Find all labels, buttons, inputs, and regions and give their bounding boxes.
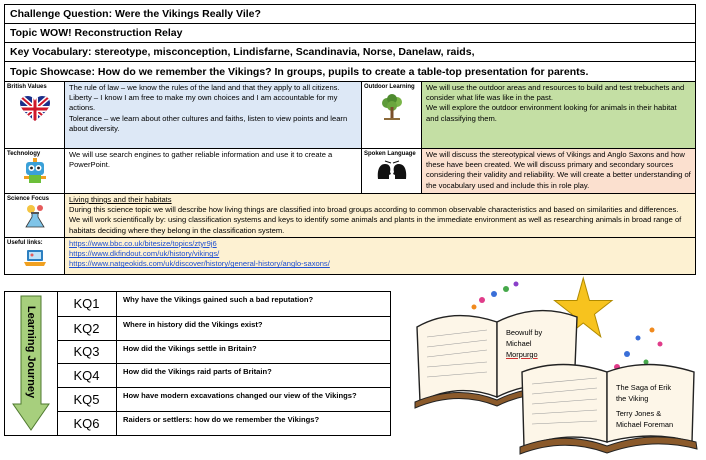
key-question-row bbox=[57, 316, 390, 340]
science-text: Living things and their habitats During this science topic we will describe how living things are classified into broad groups according to common observable characteristics and based on similarities and differences. We will work scientifically by: using classification systems and keys to identify some animals and plants in the immediate environment as well as researching animals in broad range of habitats deciding where they belong in the classification system. bbox=[65, 194, 695, 237]
learning-journey-table bbox=[4, 291, 391, 436]
spoken-language-label: Spoken Language bbox=[362, 149, 422, 193]
key-question-row bbox=[57, 411, 390, 435]
kq-question: How did the Vikings raid parts of Britain? bbox=[123, 367, 272, 377]
book1-title: Beowulf by Michael Morpurgo bbox=[506, 328, 543, 359]
key-question-row bbox=[57, 292, 390, 316]
laptop-icon bbox=[22, 247, 48, 269]
topic-wow: Topic WOW! Reconstruction Relay bbox=[4, 23, 696, 42]
key-vocabulary: Key Vocabulary: stereotype, misconception, Lindisfarne, Scandinavia, Norse, Danelaw, raids, bbox=[4, 42, 696, 61]
outdoor-learning-text: We will use the outdoor areas and resources to build and test trebuchets and consider what life was like in the past. We will explore the outdoor environment looking for animals in their habitat and classifying them. bbox=[422, 82, 695, 148]
challenge-question: Challenge Question: Were the Vikings Really Vile? bbox=[4, 4, 696, 23]
kq-question: Why have the Vikings gained such a bad reputation? bbox=[123, 295, 314, 304]
science-focus-label: Science Focus bbox=[5, 194, 65, 237]
kq-question: How have modern excavations changed our view of the Vikings? bbox=[123, 391, 357, 401]
key-question-row bbox=[57, 340, 390, 364]
useful-links-list bbox=[65, 238, 695, 274]
union-flag-heart-icon bbox=[20, 96, 50, 122]
book2-title: The Saga of Erik the Viking Terry Jones & Michael Foreman bbox=[616, 383, 674, 429]
kq-number: KQ1 bbox=[57, 292, 117, 316]
robot-icon bbox=[21, 158, 49, 186]
link-natgeokids[interactable]: https://www.natgeokids.com/uk/discover/history/general-history/anglo-saxons/ bbox=[69, 259, 330, 269]
talking-heads-icon bbox=[375, 159, 409, 183]
kq-number: KQ4 bbox=[57, 364, 117, 387]
link-bbc-bitesize[interactable]: https://www.bbc.co.uk/bitesize/topics/ztyr9j6 bbox=[69, 239, 217, 248]
science-flask-icon bbox=[22, 203, 48, 229]
key-question-row bbox=[57, 363, 390, 387]
topic-showcase: Topic Showcase: How do we remember the Vikings? In groups, pupils to create a table-top presentation for parents. bbox=[4, 61, 696, 81]
kq-question: Raiders or settlers: how do we remember the Vikings? bbox=[123, 415, 320, 424]
topic-grid bbox=[4, 81, 696, 275]
values-outdoor-row bbox=[5, 82, 695, 148]
technology-text: We will use search engines to gather reliable information and use it to create a PowerPoint. bbox=[65, 149, 362, 193]
science-row bbox=[5, 193, 695, 237]
kq-number: KQ5 bbox=[57, 388, 117, 411]
kq-question: How did the Vikings settle in Britain? bbox=[123, 343, 257, 353]
technology-spoken-row bbox=[5, 148, 695, 193]
links-row bbox=[5, 237, 695, 274]
key-question-row bbox=[57, 387, 390, 411]
link-dkfindout[interactable]: https://www.dkfindout.com/uk/history/vikings/ bbox=[69, 249, 220, 259]
kq-number: KQ6 bbox=[57, 412, 117, 435]
british-values-text: The rule of law – we know the rules of the land and that they apply to all citizens. Liberty – I know I am free to make my own choices and I am accountable for my actions. Tolerance – we learn about other cultures and faiths, listen to view points and learn about diversity. bbox=[65, 82, 362, 148]
tree-icon bbox=[379, 93, 405, 121]
kq-question: Where in history did the Vikings exist? bbox=[123, 319, 263, 329]
spoken-language-text: We will discuss the stereotypical views of Vikings and Anglo Saxons and how these have been created. We will discuss primary and secondary sources considering their validity and reliability. We will create a better understanding of the vocabulary used and include this in role play. bbox=[422, 149, 695, 193]
technology-label: Technology bbox=[5, 149, 65, 193]
kq-number: KQ3 bbox=[57, 341, 117, 364]
learning-journey-label: Learning Journey bbox=[25, 305, 37, 399]
kq-number: KQ2 bbox=[57, 317, 117, 340]
british-values-label: British Values bbox=[5, 82, 65, 148]
outdoor-learning-label: Outdoor Learning bbox=[362, 82, 422, 148]
useful-links-label: Useful links: bbox=[5, 238, 65, 274]
learning-journey-column bbox=[5, 292, 58, 435]
science-heading: Living things and their habitats bbox=[69, 195, 172, 204]
